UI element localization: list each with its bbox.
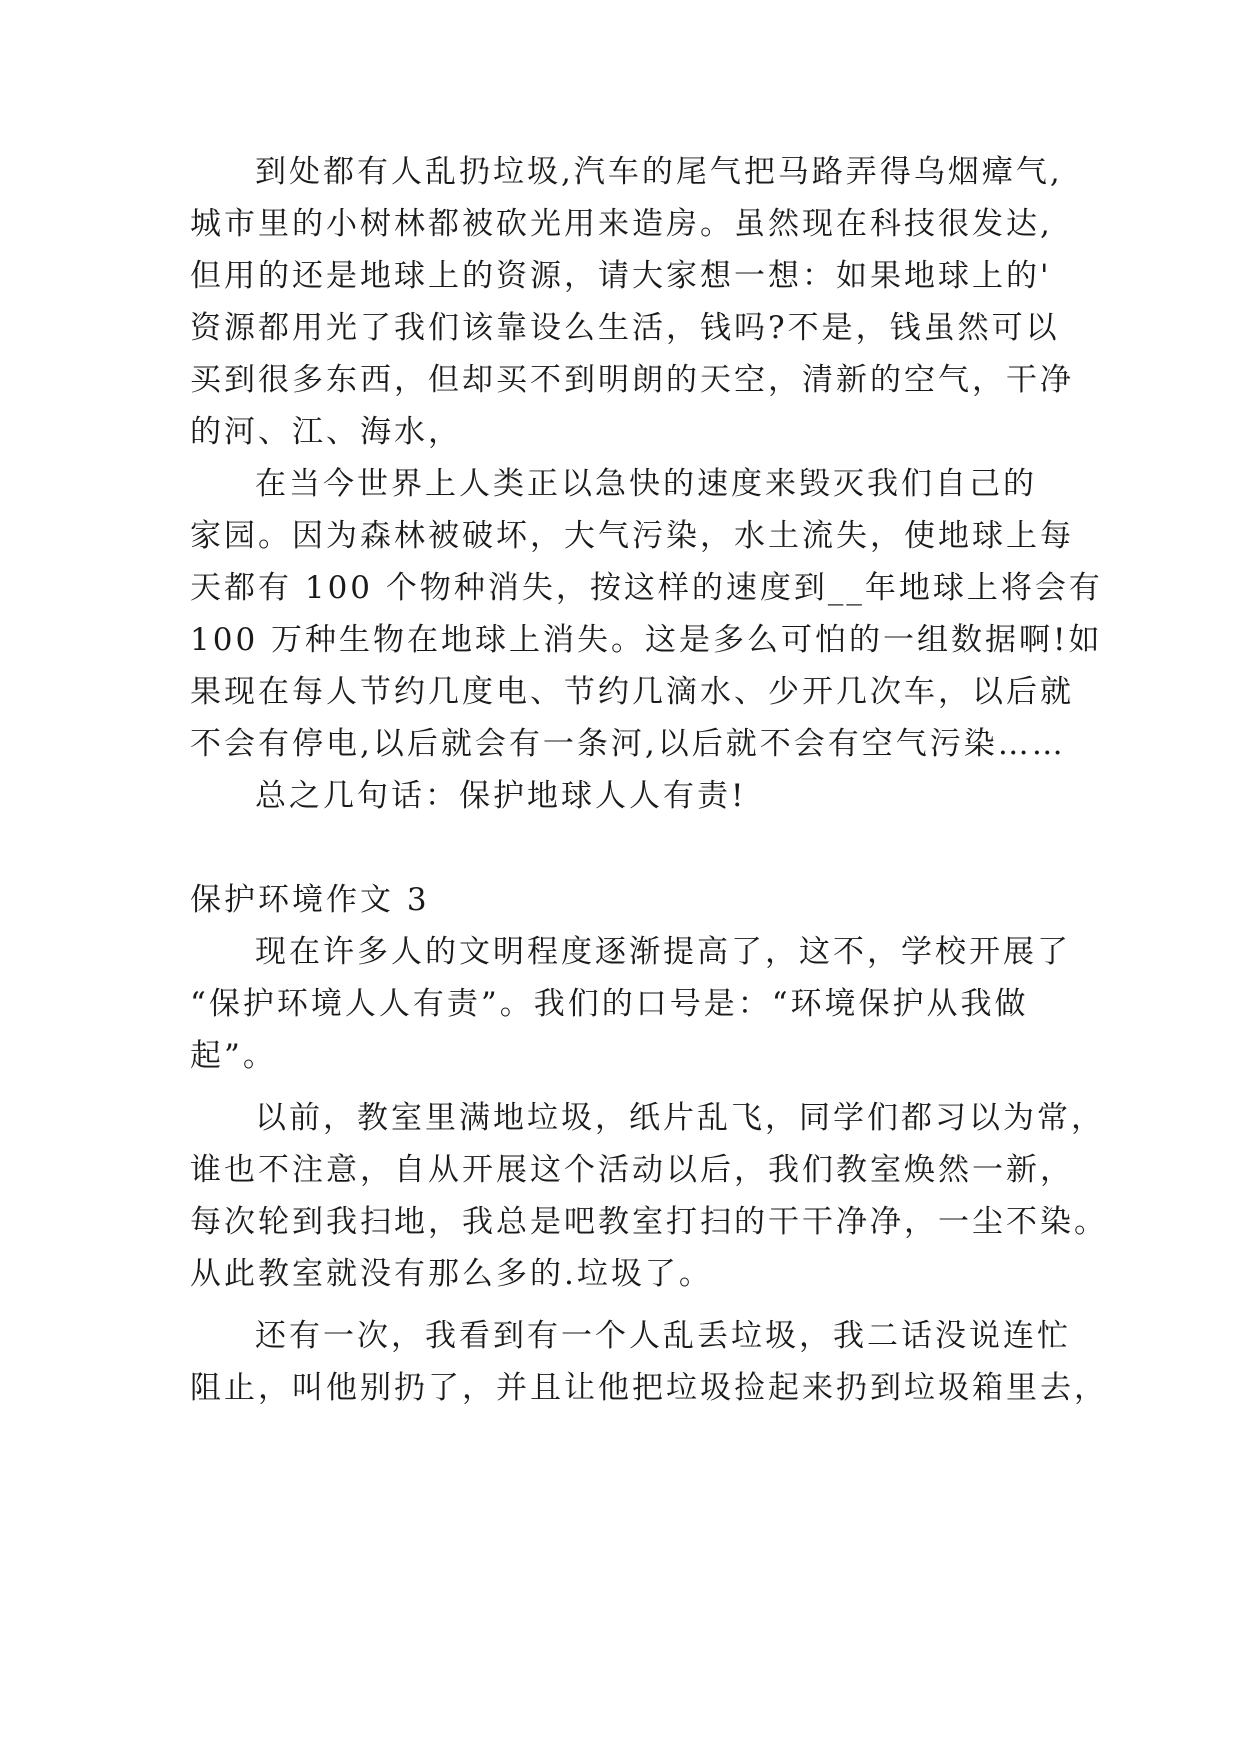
text-line: 买到很多东西，但却买不到明朗的天空，清新的空气，干净: [190, 362, 1074, 398]
text-line: “保护环境人人有责”。我们的口号是：“环境保护从我做: [190, 986, 1029, 1022]
text-line: 天都有 100 个物种消失，按这样的速度到__年地球上将会有: [190, 570, 1103, 606]
text-line: 不会有停电,以后就会有一条河,以后就不会有空气污染……: [190, 726, 1066, 762]
text-line: 还有一次，我看到有一个人乱丢垃圾，我二话没说连忙: [255, 1318, 1071, 1354]
text-line: 从此教室就没有那么多的.垃圾了。: [190, 1256, 713, 1292]
text-line: 起”。: [190, 1038, 277, 1074]
text-line: 家园。因为森林被破坏，大气污染，水土流失，使地球上每: [190, 518, 1074, 554]
text-line: 但用的还是地球上的资源，请大家想一想：如果地球上的': [190, 258, 1052, 294]
text-line: 每次轮到我扫地，我总是吧教室打扫的干干净净，一尘不染。: [190, 1204, 1108, 1240]
text-line: 果现在每人节约几度电、节约几滴水、少开几次车，以后就: [190, 674, 1074, 710]
section-heading: 保护环境作文 3: [190, 882, 430, 918]
text-line: 100 万种生物在地球上消失。这是多么可怕的一组数据啊!如: [190, 622, 1103, 658]
text-line: 总之几句话：保护地球人人有责!: [255, 778, 747, 814]
text-line: 城市里的小树林都被砍光用来造房。虽然现在科技很发达,: [190, 206, 1053, 242]
text-line: 的河、江、海水，: [190, 414, 462, 450]
text-line: 到处都有人乱扔垃圾,汽车的尾气把马路弄得乌烟瘴气,: [255, 154, 1063, 190]
text-line: 在当今世界上人类正以急快的速度来毁灭我们自己的: [255, 466, 1037, 502]
text-line: 阻止，叫他别扔了，并且让他把垃圾捡起来扔到垃圾箱里去，: [190, 1370, 1108, 1406]
text-line: 现在许多人的文明程度逐渐提高了，这不，学校开展了: [255, 934, 1071, 970]
text-line: 谁也不注意，自从开展这个活动以后，我们教室焕然一新，: [190, 1152, 1074, 1188]
text-line: 资源都用光了我们该靠设么生活，钱吗?不是，钱虽然可以: [190, 310, 1060, 346]
text-line: 以前，教室里满地垃圾，纸片乱飞，同学们都习以为常，: [255, 1100, 1105, 1136]
